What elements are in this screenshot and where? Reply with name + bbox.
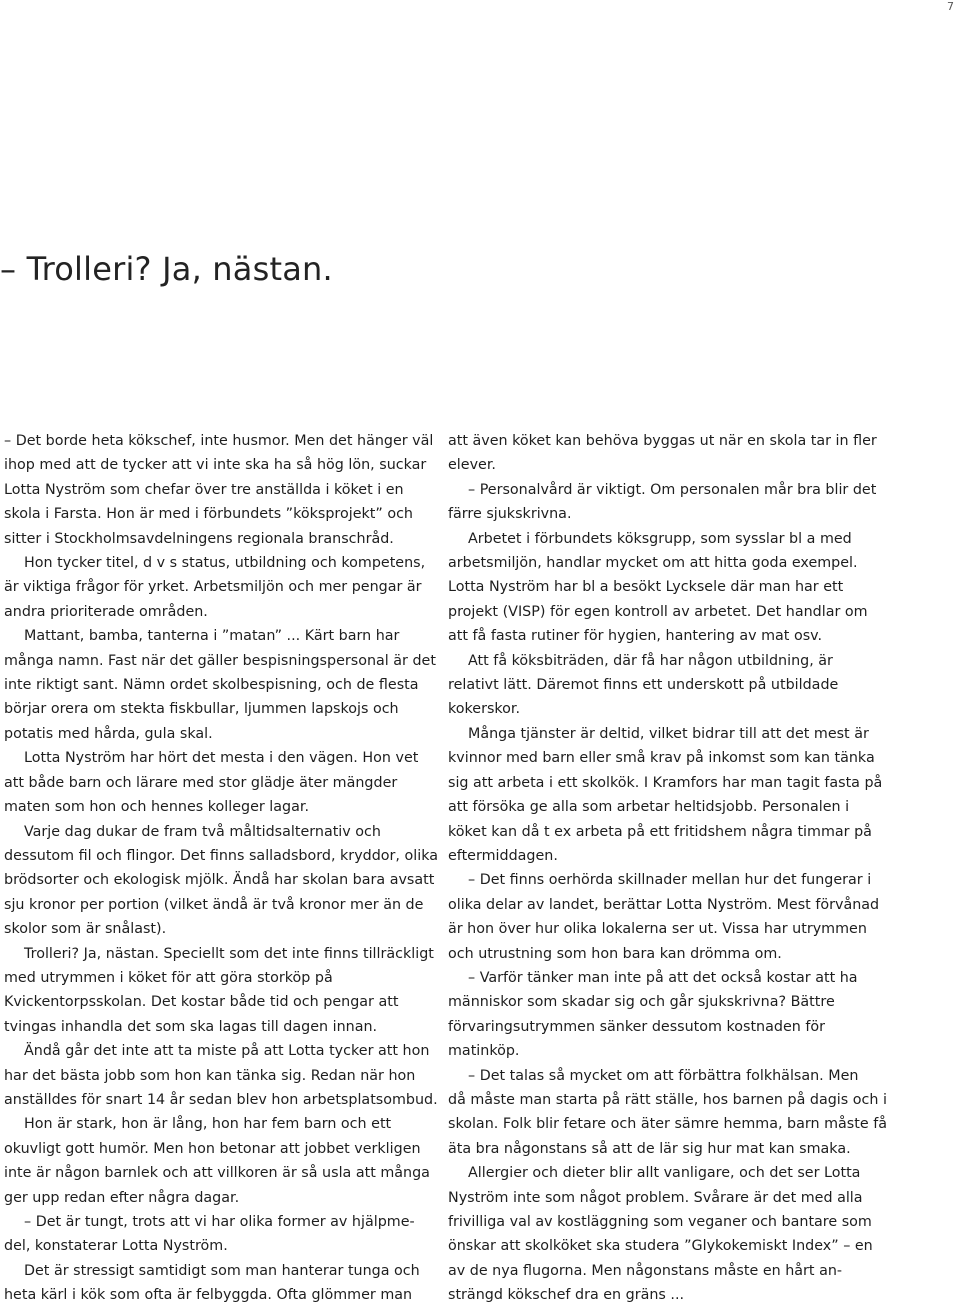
text-line: olika delar av landet, berättar Lotta Nyström. Mest förvånad [448, 896, 880, 913]
text-line: maten som hon och hennes kolleger lagar. [4, 799, 309, 816]
paragraph [448, 966, 864, 1064]
text-line: heta kärl i kök som ofta är felbyggda. Ofta glömmer man [4, 1287, 413, 1304]
text-line: brödsorter och ekologisk mjölk. Ändå har skolan bara avsatt [4, 872, 435, 889]
text-line: människor som skadar sig och går sjukskrivna? Bättre [448, 994, 835, 1011]
paragraph [4, 746, 420, 819]
text-line: sju kronor per portion (vilket ändå är två kronor mer än de [4, 896, 424, 913]
text-line: Mattant, bamba, tanterna i ”matan” ... Kärt barn har [24, 628, 400, 645]
text-line: strängd kökschef dra en gräns ... [448, 1287, 685, 1304]
text-line: kvinnor med barn eller små krav på inkomst som kan tänka [448, 750, 875, 767]
text-line: och utrustning som hon bara kan drömma om. [448, 945, 782, 962]
text-line: att få fasta rutiner för hygien, hantering av mat osv. [448, 628, 823, 645]
text-line: andra prioriterade områden. [4, 603, 208, 620]
page-number: 7 [947, 0, 954, 13]
text-line: äta bra någonstans så att de lär sig hur mat kan smaka. [448, 1140, 851, 1157]
text-line: Hon tycker titel, d v s status, utbildning och kompetens, [24, 555, 426, 572]
paragraph [448, 478, 877, 527]
text-line: inte är någon barnlek och att villkoren är så usla att många [4, 1165, 430, 1182]
text-line: – Det är tungt, trots att vi har olika former av hjälpme- [24, 1214, 415, 1230]
text-line: projekt (VISP) för egen kontroll av arbetet. Det handlar om [448, 603, 868, 620]
text-line: okuvligt gott humör. Men hon betonar att jobbet verkligen [4, 1140, 421, 1157]
paragraph [4, 942, 434, 1040]
text-line: Arbetet i förbundets köksgrupp, som sysslar bl a med [468, 530, 852, 547]
text-line: anställdes för snart 14 år sedan blev hon arbetsplatsombud. [4, 1091, 438, 1108]
text-line: eftermiddagen. [448, 847, 558, 864]
text-line: förvaringsutrymmen sänker dessutom kostnaden för [448, 1018, 826, 1035]
text-line: att både barn och lärare med stor glädje äter mängder [4, 774, 398, 791]
paragraph [4, 1210, 420, 1259]
text-line: att försöka ge alla som arbetar heltidsjobb. Personalen i [448, 799, 850, 816]
text-line: då måste man starta på rätt ställe, hos barnen på dagis och i [448, 1091, 887, 1108]
text-line: skolor som är snålast). [4, 921, 167, 938]
text-line: sig att arbeta i ett skolkök. I Kramfors har man tagit fasta på [448, 774, 883, 791]
text-line: ihop med att de tycker att vi inte ska ha så hög lön, suckar [4, 457, 427, 474]
text-line: att även köket kan behöva byggas ut när en skola tar in fler [448, 433, 877, 449]
text-line: Varje dag dukar de fram två måltidsalternativ och [24, 823, 381, 840]
text-line: Kvickentorpsskolan. Det kostar både tid och pengar att [4, 994, 399, 1011]
paragraph [4, 1039, 438, 1112]
text-line: Ändå går det inte att ta miste på att Lotta tycker att hon [24, 1043, 430, 1060]
text-line: Hon är stark, hon är lång, hon har fem barn och ett [24, 1116, 392, 1133]
text-line: Trolleri? Ja, nästan. Speciellt som det inte finns tillräckligt [24, 945, 434, 962]
text-line: har det bästa jobb som hon kan tänka sig. Redan när hon [4, 1067, 416, 1084]
text-line: potatis med hårda, gula skal. [4, 725, 213, 742]
text-line: arbetsmiljön, handlar mycket om att hitta goda exempel. [448, 555, 858, 572]
text-line: relativt lätt. Däremot finns ett underskott på utbildade [448, 677, 839, 694]
text-line: frivilliga val av kostläggning som veganer och bantare som [448, 1214, 872, 1230]
text-line: – Det borde heta kökschef, inte husmor. Men det hänger väl [4, 433, 434, 449]
paragraph [448, 722, 883, 868]
paragraph [448, 868, 880, 966]
article-title: – Trolleri? Ja, nästan. [0, 250, 333, 288]
text-line: Allergier och dieter blir allt vanligare, och det ser Lotta [468, 1165, 861, 1182]
text-line: köket kan då t ex arbeta på ett fritidshem några timmar på [448, 823, 872, 840]
paragraph [448, 527, 868, 649]
text-line: – Personalvård är viktigt. Om personalen mår bra blir det [468, 481, 877, 498]
text-line: matinköp. [448, 1043, 520, 1060]
text-line: – Varför tänker man inte på att det också kostar att ha [468, 969, 858, 986]
text-line: tvingas inhandla det som ska lagas till dagen innan. [4, 1018, 378, 1035]
paragraph [4, 429, 434, 551]
text-line: Lotta Nyström har bl a besökt Lycksele där man har ett [448, 579, 844, 596]
text-line: – Det talas så mycket om att förbättra folkhälsan. Men [468, 1067, 859, 1084]
text-line: skolan. Folk blir fetare och äter sämre hemma, barn måste få [448, 1116, 887, 1133]
paragraph [4, 551, 426, 624]
paragraph [4, 624, 436, 746]
text-line: ger upp redan efter några dagar. [4, 1189, 240, 1206]
text-line: – Det finns oerhörda skillnader mellan hur det fungerar i [468, 872, 872, 889]
text-line: Nyström inte som något problem. Svårare är det med alla [448, 1189, 863, 1206]
paragraph [4, 1112, 430, 1210]
paragraph [448, 1064, 887, 1162]
left-column [4, 429, 438, 1308]
right-column [448, 429, 887, 1308]
text-line: sitter i Stockholmsavdelningens regionala branschråd. [4, 530, 394, 547]
text-line: Det är stressigt samtidigt som man hanterar tunga och [24, 1262, 420, 1279]
text-line: skola i Farsta. Hon är med i förbundets ”köksprojekt” och [4, 506, 413, 523]
text-line: färre sjukskrivna. [448, 506, 572, 523]
text-line: Lotta Nyström har hört det mesta i den vägen. Hon vet [24, 750, 419, 767]
text-line: många namn. Fast när det gäller bespisningspersonal är det [4, 652, 436, 669]
text-line: elever. [448, 457, 496, 474]
paragraph [448, 429, 877, 478]
text-line: av de nya flugorna. Men någonstans måste en hårt an- [448, 1262, 843, 1279]
text-line: är viktiga frågor för yrket. Arbetsmiljön och mer pengar är [4, 579, 422, 596]
text-line: är hon över hur olika lokalerna ser ut. Vissa har utrymmen [448, 921, 867, 938]
text-line: dessutom fil och flingor. Det finns salladsbord, kryddor, olika [4, 847, 438, 864]
paragraph [4, 1259, 420, 1308]
text-line: Lotta Nyström som chefar över tre anställda i köket i en [4, 481, 404, 498]
paragraph [4, 820, 438, 942]
text-line: inte riktigt sant. Nämn ordet skolbespisning, och de flesta [4, 677, 419, 694]
text-line: Att få köksbiträden, där få har någon utbildning, är [468, 652, 833, 669]
text-line: Många tjänster är deltid, vilket bidrar till att det mest är [468, 725, 869, 742]
paragraph [448, 649, 864, 722]
text-line: med utrymmen i köket för att göra storköp på [4, 969, 333, 986]
text-line: del, konstaterar Lotta Nyström. [4, 1238, 228, 1255]
text-line: önskar att skolköket ska studera ”Glykokemiskt Index” – en [448, 1238, 873, 1255]
paragraph [448, 1161, 873, 1307]
text-line: börjar orera om stekta fiskbullar, ljummen lapskojs och [4, 701, 399, 718]
text-line: kokerskor. [448, 701, 521, 718]
